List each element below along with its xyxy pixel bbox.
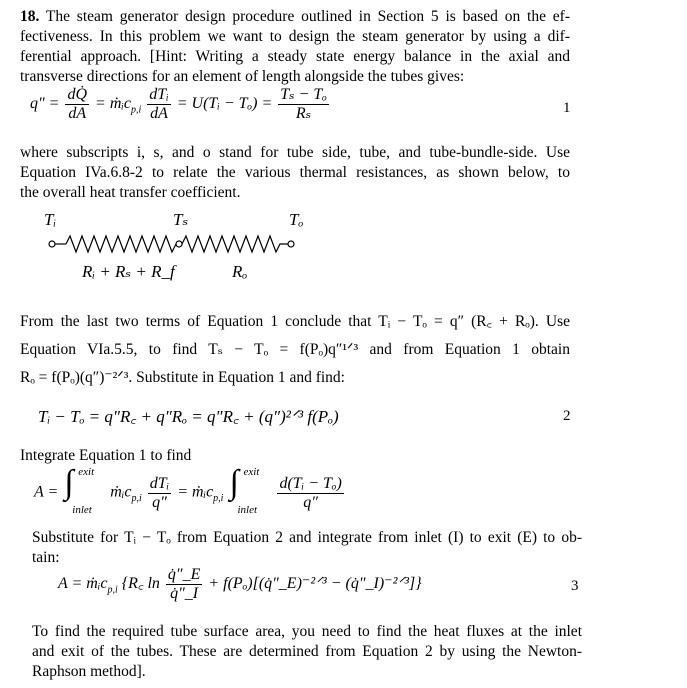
eq1-frac-dq: $\frac{dQ̇}{dA}$	[67, 86, 88, 122]
resistance-right-label: Rₒ	[232, 262, 248, 281]
intro-line-3: ferential approach. [Hint: Writing a steady state energy balance in the axial and	[20, 48, 570, 65]
node-label-to: Tₒ	[289, 210, 304, 229]
integral-sign-1: ∫ exit inlet	[64, 464, 95, 516]
resistance-left-label: Rᵢ + Rₛ + R_f	[82, 262, 175, 281]
intro-line-2: fectiveness. In this problem we want to design the steam generator by using a dif-	[20, 28, 570, 45]
problem-number: 18.	[20, 8, 40, 25]
integral-sign-2: ∫ exit inlet	[229, 464, 260, 516]
closing-line-1: To find the required tube surface area, you need to find the heat fluxes at the inlet	[32, 623, 582, 640]
para2-line-3: Rₒ = f(Pₒ)(q″)⁻²ᐟ³. Substitute in Equation 1 and find:	[20, 369, 345, 386]
para-2	[20, 308, 570, 392]
substitute-line-2: tain:	[32, 549, 60, 566]
closing-line-3: Raphson method].	[32, 663, 146, 680]
closing-line-2: and exit of the tubes. These are determined from Equation 2 by using the Newton-	[32, 643, 582, 660]
resistor-left	[66, 236, 176, 252]
eq3-frac-1: $\frac{\text{dTᵢ}}{q''}$	[149, 474, 170, 511]
equation-1-number: 1	[563, 100, 571, 116]
equation-3: A = ∫ exit inlet ṁᵢc$_{p,i}$ $\frac{\text{dTᵢ}}{q''}$ = ṁᵢc$_{p,i}$ ∫ exit inlet $\frac{\text{d(Tᵢ − Tₒ)}}{q''}$	[34, 464, 342, 516]
after-eq1-paragraph	[20, 143, 570, 203]
para2-line-2: Equation VIa.5.5, to find Tₛ − Tₒ = f(Pₒ)q″¹ᐟ³ and from Equation 1 obtain	[20, 341, 570, 358]
equation-1: q″ = $\frac{dQ̇}{dA}$ = ṁᵢc$_{p,i}$ $\frac{\text{dTᵢ}}{dA}$ = U(Tᵢ − Tₒ) = $\frac{\text{Tₛ − Tₒ}}{\text{Rₛ}}$	[30, 86, 327, 122]
substitute-paragraph	[32, 528, 582, 568]
node-label-ti: Tᵢ	[44, 210, 57, 229]
integrate-text: Integrate Equation 1 to find	[20, 447, 192, 464]
intro-line-4: transverse directions for an element of length alongside the tubes gives:	[20, 68, 465, 85]
after-eq1-line-2: Equation IVa.6.8-2 to relate the various thermal resistances, as shown below, to	[20, 164, 570, 181]
eq4-frac: $\frac{q̇''\_E}{q̇''\_I}$	[167, 566, 201, 602]
terminal-left	[49, 241, 55, 247]
closing-paragraph	[32, 622, 582, 682]
equation-2-number: 2	[563, 408, 571, 424]
equation-4: A = ṁᵢc$_{p,i}$ {R꜀ ln $\frac{q̇''\_E}{q̇''\_I}$ + f(Pₒ)[(q̇″_E)⁻²ᐟ³ − (q̇″_I)⁻²ᐟ³]}	[58, 566, 422, 602]
resistor-right	[182, 236, 288, 252]
eq1-frac-r: $\frac{\text{Tₛ − Tₒ}}{\text{Rₛ}}$	[280, 86, 327, 122]
resistor-network	[40, 228, 310, 258]
intro-paragraph	[20, 7, 570, 87]
terminal-right	[288, 241, 294, 247]
equation-4-number: 3	[571, 578, 579, 594]
terminal-mid	[176, 241, 182, 247]
eq1-frac-dt: $\frac{\text{dTᵢ}}{dA}$	[149, 86, 169, 122]
equation-2: Tᵢ − Tₒ = q″R꜀ + q″Rₒ = q″R꜀ + (q″)²ᐟ³ f(Pₒ)	[38, 407, 339, 426]
after-eq1-line-1: where subscripts i, s, and o stand for tube side, tube, and tube-bundle-side. Use	[20, 144, 570, 161]
substitute-line-1: Substitute for Tᵢ − Tₒ from Equation 2 and integrate from inlet (I) to exit (E) to ob-	[32, 529, 582, 546]
para2-line-1: From the last two terms of Equation 1 conclude that Tᵢ − Tₒ = q″ (R꜀ + Rₒ). Use	[20, 313, 570, 330]
node-label-ts: Tₛ	[173, 210, 189, 229]
intro-line-1: 18. The steam generator design procedure outlined in Section 5 is based on the ef-	[20, 8, 570, 25]
after-eq1-line-3: the overall heat transfer coefficient.	[20, 184, 241, 201]
eq3-frac-2: $\frac{\text{d(Tᵢ − Tₒ)}}{q''}$	[279, 474, 342, 511]
